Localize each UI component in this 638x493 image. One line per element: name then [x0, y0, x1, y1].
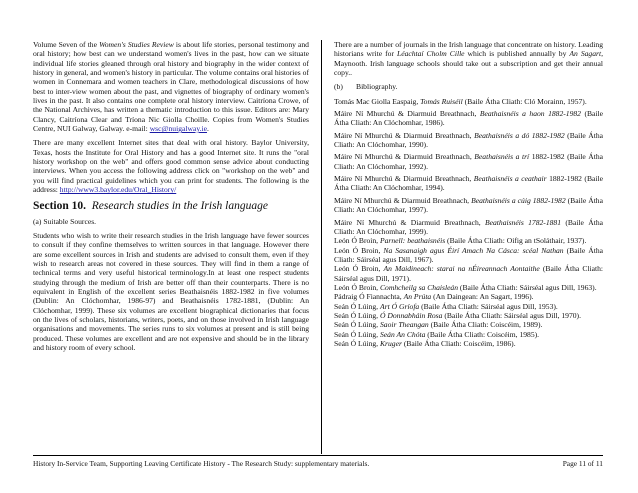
bib-details: (Baile Átha Cliath: An Clóchomhar, 1990).: [334, 130, 603, 150]
intro-text-start: Volume Seven of the: [33, 40, 100, 49]
sources-paragraph: Students who wish to write their research studies in the Irish language have fewer sources to consult if they confine themselves to written sources in that language. However there are some excellent sources in Irish and students are advised to consult them, even if they wish to research areas not covered in these sources. They will find in them a range of technical terms and very useful historical terminology.In at least one respect students studying through the medium of Irish are better off than their counterparts. There is no equivalent in English of the excellent series Beathaisnéis 1882-1982 in five volumes (Dublin: An Clóchomhar, 1986-97) and Beathaisnéis 1782-1881, (Dublin: An Clóchomhar, 1999). These six volumes are excellent biographical dictionaries that focus on the lives of scholars, historians, writers, poets, and on those involved in Irish language organisations and movements. The series runs to six volumes at present and is still being produced. These volumes are excellent and are not expensive and should be in the library and history room of every school.: [33, 230, 309, 352]
bib-author: Máire Ní Mhurchú & Diarmuid Breathnach,: [334, 174, 474, 184]
bib-details: (Baile Átha Cliath: Sáirséal agus Dill, 1970).: [442, 310, 581, 320]
bib-author: Seán Ó Lúing,: [334, 310, 380, 320]
bib-author: León Ó Broin,: [334, 245, 384, 255]
bibliography-list: [334, 97, 603, 349]
bibliography-entry: [334, 97, 603, 106]
bibliography-entry: [334, 109, 603, 128]
internet-text: There are many excellent Internet sites that deal with oral history. Baylor University, Texas, hosts the Institute for Oral History and has a good Internet site. It runs the "oral history workshop on the web" and offers good common sense advice about conducting interviews. When you access the following address click on "workshop on the web" and you will find practical guidelines which you can print for students. The following is the address:: [33, 138, 309, 195]
bib-title: Tomás Ruiséil: [420, 96, 463, 106]
bibliography-entry: [334, 339, 603, 348]
subheading-a: (a) Suitable Sources.: [33, 216, 97, 226]
bib-title: Kruger: [379, 338, 402, 348]
baylor-url-link[interactable]: http://www3.baylor.edu/Oral_History/: [59, 185, 177, 195]
bibliography-entry: [334, 236, 603, 245]
bib-author: Pádraig Ó Fiannachta,: [334, 292, 404, 302]
bib-title: Beathaisnéis 1782-1881: [484, 217, 562, 227]
subheading-b-label: (b): [334, 82, 343, 92]
bib-title: An Maidineach: starai na nÉireannach Aontaithe: [383, 264, 540, 274]
publisher-name: An Sagart: [569, 49, 602, 59]
journal-title: Women's Studies Review: [99, 40, 174, 49]
bib-author: Seán Ó Lúing,: [334, 329, 380, 339]
bib-title: Comhcheilg sa Chaisleán: [379, 282, 459, 292]
bibliography-entry: [334, 264, 603, 283]
subheading-b-text: Bibliography.: [356, 82, 398, 92]
journal-name-lcc: Léachtaí Cholm Cille: [396, 49, 465, 59]
bib-title: Beathaisnéis a ceathair: [473, 174, 547, 184]
bibliography-entry: [334, 320, 603, 329]
right-column: [334, 40, 603, 348]
bib-title: An Prúta: [403, 292, 432, 302]
bib-title: Beathaisnéis a haon 1882-1982: [479, 109, 581, 119]
bib-details: (Baile Átha Cliath: An Clóchomhar, 1997).: [334, 195, 603, 215]
bib-author: Tomás Mac Giolla Easpaig,: [334, 96, 421, 106]
bibliography-entry: [334, 311, 603, 320]
journals-paragraph: [334, 40, 603, 77]
bib-title: Saoir Theangan: [379, 320, 429, 330]
section-number: Section 10.: [33, 199, 87, 212]
bib-details: (Baile Átha Cliath: Coiscéim, 1985).: [425, 329, 540, 339]
bib-details: (Baile Átha Cliath: Sáirséal agus Dill, 1953).: [419, 301, 558, 311]
bib-details: (Baile Átha Cliath: Sáirséal agus Dill, 1963).: [458, 282, 597, 292]
bib-author: Máire Ní Mhurchú & Diarmuid Breathnach,: [334, 130, 475, 140]
bibliography-entry: [334, 218, 603, 237]
bib-title: Art Ó Gríofa: [379, 301, 420, 311]
column-divider: [321, 40, 322, 454]
bib-author: Máire Ní Mhurchú & Diarmuid Breathnach,: [334, 195, 472, 205]
bib-details: (Baile Átha Cliath: Coiscéim, 1986).: [401, 338, 516, 348]
footer-divider: [33, 455, 603, 456]
bib-details: (Baile Átha Cliath: An Clóchomhar, 1986).: [334, 109, 604, 128]
bib-author: León Ó Broin,: [334, 236, 380, 246]
bib-title: Seán An Chóta: [379, 329, 426, 339]
bib-author: León Ó Broin,: [334, 282, 380, 292]
subheading-b: [334, 82, 603, 91]
bib-title: Beathaisnéis a dó 1882-1982: [474, 130, 565, 140]
bib-author: Seán Ó Lúing,: [334, 320, 380, 330]
bib-title: Beathaisnéis a cúig 1882-1982: [471, 195, 566, 205]
intro-text-body: is about life stories, personal testimony and oral history; how best can we understand women's lives in the past, how can we situate individual life stories gleaned through oral history and biography in the wider context of history in general, and women's history in particular. The volume contains oral histories of women in Connemara and women teachers in Clare, methodological discussions of how best to inter-view women about the past, and vignettes of biography of ordinary women's lives in the past. It also contains one complete oral history interview. Caitríona Crowe, of the National Archives, has written a thematic introduction to this issue. Editors are: Mary Clancy, Caitríona Clear and Tríona Nic Giolla Choille. Copies from Women's Studies Centre, NUI Galway, Galway. e-mail:: [33, 40, 309, 134]
bib-author: Máire Ní Mhurchú & Diarmuid Breathnach,: [334, 109, 480, 119]
bib-title: Ó Donnabháin Rosa: [379, 310, 443, 320]
bib-author: Máire Ní Mhurchú & Diarmuid Breathnach,: [334, 152, 475, 162]
bibliography-entry: [334, 196, 603, 215]
bibliography-entry: [334, 131, 603, 150]
bib-title: Beathaisnéis a trí: [474, 152, 530, 162]
footer-text: History In-Service Team, Supporting Leaving Certificate History - The Research Study: supplementary materials.: [33, 459, 370, 468]
bib-title: Na Sasanaigh agus Éirí Amach Na Cásca: scéal Nathan: [383, 245, 564, 255]
section-heading: [33, 200, 309, 213]
bibliography-entry: [334, 330, 603, 339]
bibliography-entry: [334, 246, 603, 265]
page-number: Page 11 of 11: [562, 459, 603, 468]
footer: [33, 459, 603, 468]
section-title: Research studies in the Irish language: [91, 199, 268, 212]
bib-details: 1882-1982 (Baile Átha Cliath: An Clóchomhar, 1994).: [334, 174, 603, 193]
intro-text-end: .: [207, 124, 209, 134]
bibliography-entry: [334, 302, 603, 311]
journals-text-mid: which is published annually by: [464, 49, 570, 59]
bib-details: (An Daingean: An Sagart, 1996).: [431, 292, 534, 302]
intro-paragraph: [33, 40, 309, 133]
bib-author: León Ó Broin,: [334, 264, 384, 274]
email-link[interactable]: wsc@nuigalway.ie: [149, 124, 208, 134]
internet-paragraph: [33, 138, 309, 194]
bib-details: (Baile Átha Cliath: Sáirséal agus Dill, 1967).: [334, 245, 603, 264]
bib-title: Parnell: beathaisnéis: [379, 236, 446, 246]
bibliography-entry: [334, 283, 603, 292]
left-column: [33, 40, 309, 357]
bib-details: (Baile Átha Cliath: An Clóchomhar, 1999).: [334, 217, 603, 236]
journals-text-end: , Maynooth. Irish language schools should take out a subscription and get their annual copy..: [334, 49, 603, 78]
bib-author: Máire Ní Mhurchú & Diarmuid Breathnach,: [334, 217, 485, 227]
bib-details: (Baile Átha Cliath: Oifig an tSoláthair, 1937).: [445, 236, 587, 246]
bibliography-entry: [334, 174, 603, 193]
bib-details: (Baile Átha Cliath: Sáirséal agus Dill, 1971).: [334, 264, 603, 283]
bibliography-entry: [334, 292, 603, 301]
journals-text-start: There are a number of journals in the Irish language that concentrate on history. Leading historians write for: [334, 40, 603, 59]
bib-details: (Baile Átha Cliath: Cló Morainn, 1957).: [462, 96, 587, 106]
bib-details: (Baile Átha Cliath: Coiscéim, 1989).: [428, 320, 543, 330]
bib-author: Seán Ó Lúing,: [334, 301, 380, 311]
bib-author: Seán Ó Lúing,: [334, 338, 380, 348]
bibliography-entry: [334, 152, 603, 171]
bib-details: 1882-1982 (Baile Átha Cliath: An Clóchomhar, 1992).: [334, 152, 603, 171]
